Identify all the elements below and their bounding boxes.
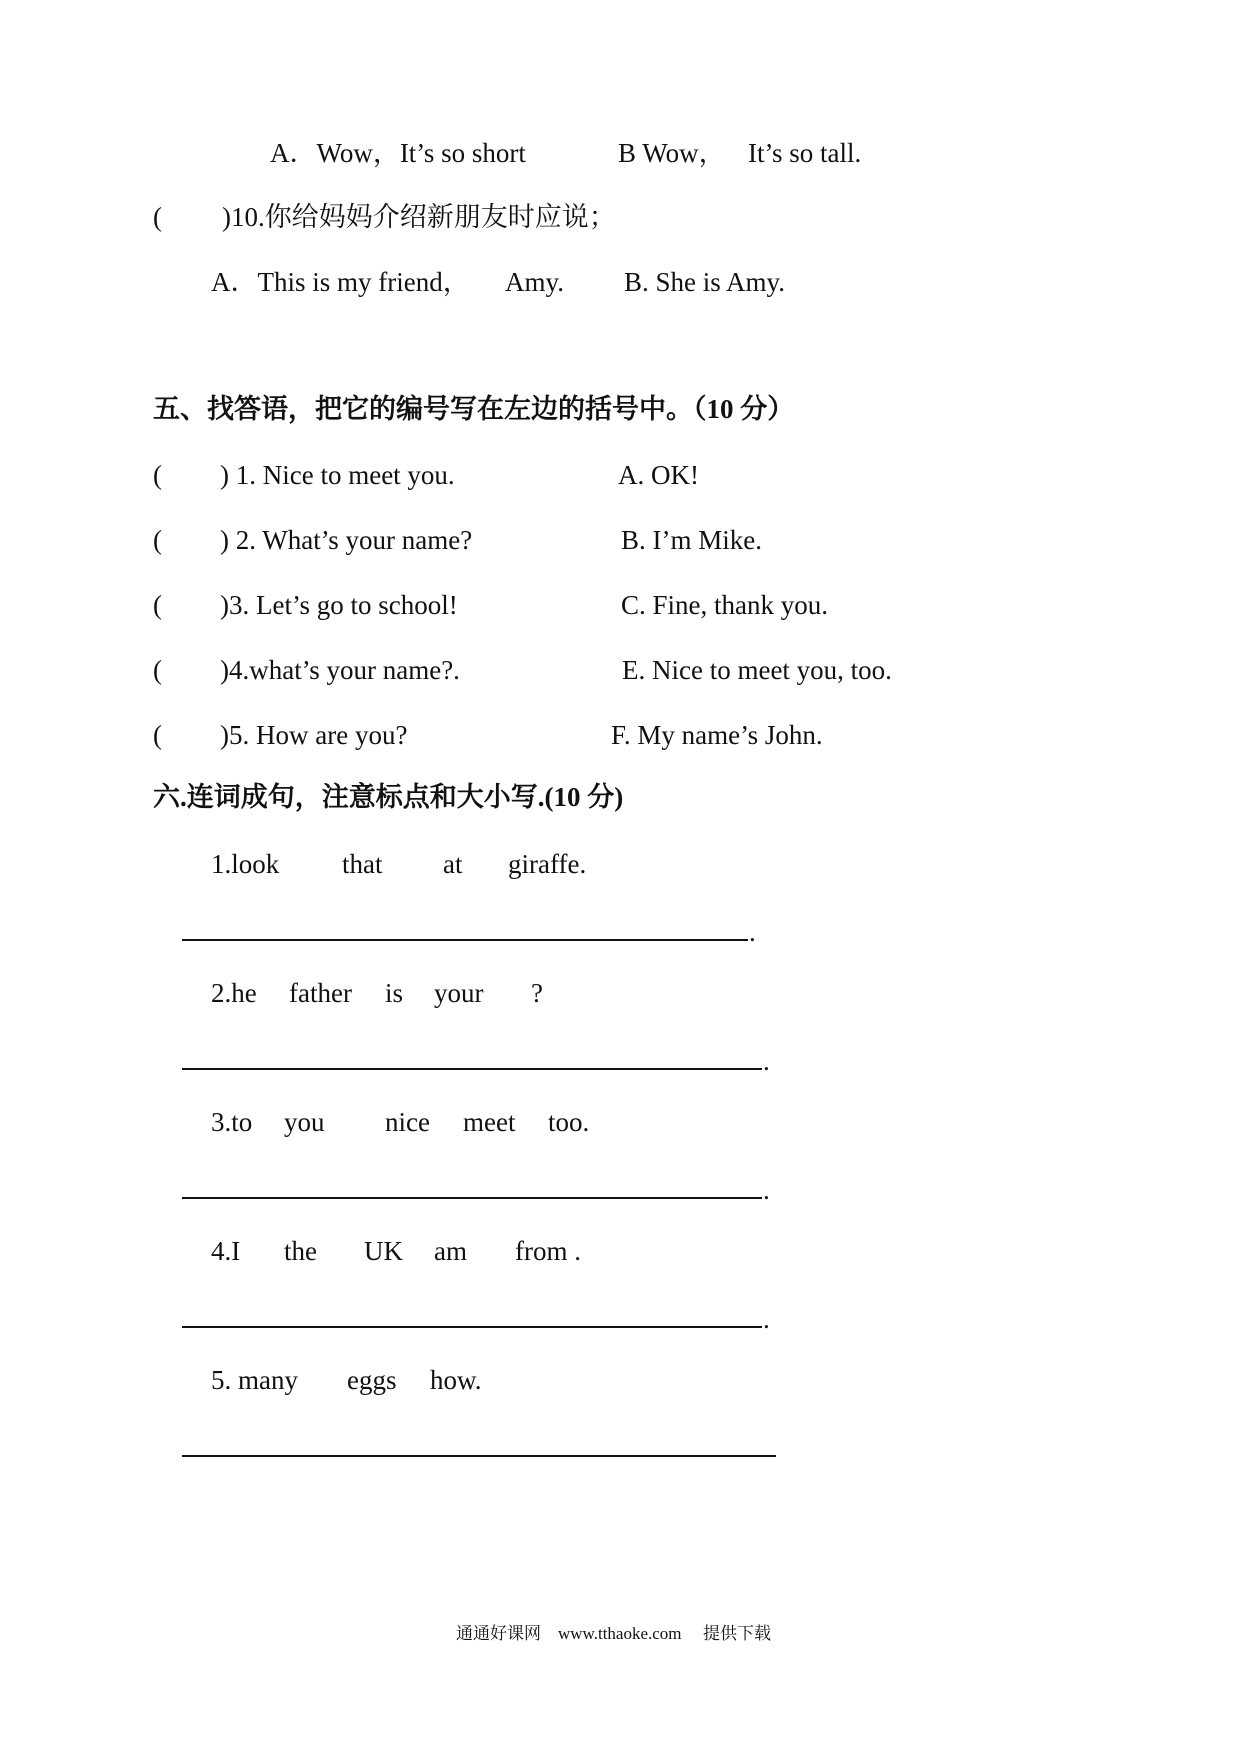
item4-word: 4.I — [211, 1236, 241, 1266]
item1-word: at — [443, 849, 463, 879]
answer-line-2[interactable] — [182, 1068, 762, 1070]
section5-row1-question: ) 1. Nice to meet you. — [220, 460, 455, 490]
item3-word: meet — [463, 1107, 516, 1137]
q9-option-b: B Wow， — [618, 138, 726, 168]
section5-row2-question: ) 2. What’s your name? — [220, 525, 473, 555]
q10-option-b: B. She is Amy. — [624, 267, 786, 297]
section6-title: 六.连词成句，注意标点和大小写.(10 分) — [153, 782, 624, 812]
item5-word: eggs — [347, 1365, 397, 1395]
answer-line-4[interactable] — [182, 1326, 762, 1328]
section5-row5-question: )5. How are you? — [220, 720, 408, 750]
section5-row3-paren: ( — [153, 590, 162, 620]
q10-question: )10.你给妈妈介绍新朋友时应说； — [222, 202, 616, 232]
q10-option-a: A．This is my friend， — [211, 267, 470, 297]
item3-word: nice — [385, 1107, 430, 1137]
section5-row5-answer: F. My name’s John. — [611, 720, 823, 750]
section5-row4-answer: E. Nice to meet you, too. — [622, 655, 892, 685]
item5-word: how. — [430, 1365, 482, 1395]
item1-word: that — [342, 849, 383, 879]
item2-word: father — [289, 978, 352, 1008]
answer-line-3[interactable] — [182, 1197, 762, 1199]
section5-row5-paren: ( — [153, 720, 162, 750]
item4-word: from . — [515, 1236, 581, 1266]
section5-row4-question: )4.what’s your name?. — [220, 655, 460, 685]
section5-row3-answer: C. Fine, thank you. — [621, 590, 828, 620]
item1-word: 1.look — [211, 849, 280, 879]
item3-word: you — [284, 1107, 325, 1137]
section5-row1-answer: A. OK! — [618, 460, 699, 490]
item3-word: 3.to — [211, 1107, 253, 1137]
section5-row2-answer: B. I’m Mike. — [621, 525, 762, 555]
answer-line-4-end: . — [763, 1304, 770, 1334]
item2-word: ? — [531, 978, 543, 1008]
footer-suffix: 提供下载 — [703, 1624, 771, 1643]
item4-word: UK — [364, 1236, 403, 1266]
answer-line-5[interactable] — [182, 1455, 776, 1457]
item2-word: 2.he — [211, 978, 257, 1008]
answer-line-1[interactable] — [182, 939, 748, 941]
q9-option-a: A．Wow，It’s so short — [270, 138, 526, 168]
item4-word: am — [434, 1236, 467, 1266]
answer-line-2-end: . — [763, 1046, 770, 1076]
section5-row4-paren: ( — [153, 655, 162, 685]
item1-word: giraffe. — [508, 849, 587, 879]
q9-option-b-text: It’s so tall. — [748, 138, 862, 168]
footer-url[interactable]: www.tthaoke.com — [558, 1624, 682, 1643]
section5-row1-paren: ( — [153, 460, 162, 490]
item4-word: the — [284, 1236, 317, 1266]
q10-answer-paren: ( — [153, 202, 162, 232]
answer-line-3-end: . — [763, 1175, 770, 1205]
item3-word: too. — [548, 1107, 590, 1137]
section5-row3-question: )3. Let’s go to school! — [220, 590, 458, 620]
item2-word: is — [385, 978, 404, 1008]
answer-line-1-end: . — [749, 917, 756, 947]
footer-site-name: 通通好课网 — [456, 1624, 541, 1643]
section5-row2-paren: ( — [153, 525, 162, 555]
item5-word: 5. many — [211, 1365, 298, 1395]
section5-title: 五、找答语，把它的编号写在左边的括号中。（10 分） — [153, 394, 795, 424]
q10-option-a-name: Amy. — [505, 267, 564, 297]
item2-word: your — [434, 978, 484, 1008]
